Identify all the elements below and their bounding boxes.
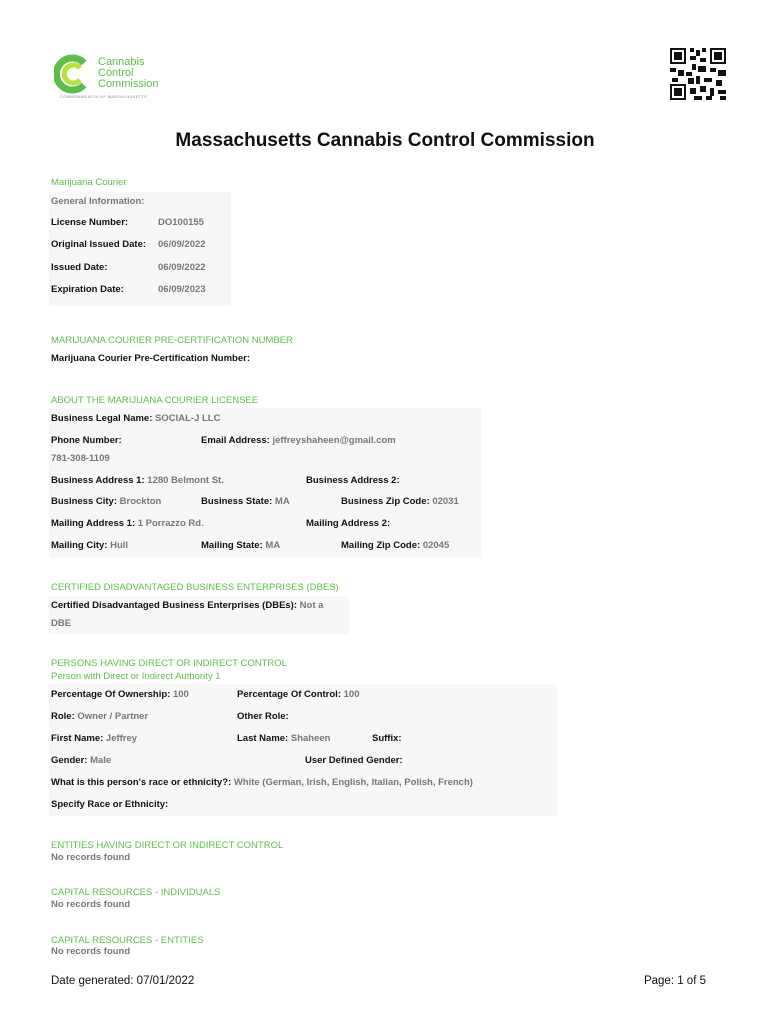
legal-name-label: Business Legal Name: xyxy=(51,413,153,424)
qr-code-icon xyxy=(670,48,726,100)
logo-line-2: Control xyxy=(98,67,134,79)
role-value: Owner / Partner xyxy=(77,711,149,722)
business-address-1-label: Business Address 1: xyxy=(51,475,145,486)
mailing-address-2-label: Mailing Address 2: xyxy=(306,518,391,529)
capital-individuals-heading: CAPITAL RESOURCES - INDIVIDUALS xyxy=(51,887,221,898)
dbe-heading: CERTIFIED DISADVANTAGED BUSINESS ENTERPRISES (DBES) xyxy=(51,582,339,593)
original-issued-date-label: Original Issued Date: xyxy=(51,239,147,250)
last-name-field xyxy=(237,733,330,744)
legal-name-field xyxy=(51,413,220,424)
dbe-label: Certified Disadvantaged Business Enterprises (DBEs): xyxy=(51,600,298,611)
logo-line-3: Commission xyxy=(98,78,159,90)
licensee-heading: ABOUT THE MARIJUANA COURIER LICENSEE xyxy=(51,395,259,406)
mailing-zip-label: Mailing Zip Code: xyxy=(341,540,421,551)
license-type: Marijuana Courier xyxy=(51,177,127,188)
mailing-state-value: MA xyxy=(265,540,281,551)
precert-label: Marijuana Courier Pre-Certification Number: xyxy=(51,353,251,364)
dbe-value-line-2: DBE xyxy=(51,618,72,629)
ownership-value: 100 xyxy=(172,689,189,700)
precert-heading: MARIJUANA COURIER PRE-CERTIFICATION NUMBER xyxy=(51,335,293,346)
mailing-city-value: Hull xyxy=(110,540,129,551)
business-zip-field xyxy=(341,496,459,507)
gender-label: Gender: xyxy=(51,755,88,766)
license-number-label: License Number: xyxy=(51,217,129,228)
business-city-value: Brockton xyxy=(119,496,162,507)
license-number-value: DO100155 xyxy=(158,217,204,228)
business-state-label: Business State: xyxy=(201,496,273,507)
role-field xyxy=(51,711,148,722)
date-generated: Date generated: 07/01/2022 xyxy=(51,975,195,987)
control-value: 100 xyxy=(343,689,360,700)
first-name-field xyxy=(51,733,137,744)
other-role-label: Other Role: xyxy=(237,711,289,722)
logo-tagline: COMMONWEALTH OF MASSACHUSETTS xyxy=(60,94,148,99)
first-name-label: First Name: xyxy=(51,733,104,744)
business-state-value: MA xyxy=(274,496,290,507)
business-zip-label: Business Zip Code: xyxy=(341,496,430,507)
email-field xyxy=(201,435,396,446)
expiration-date-value: 06/09/2023 xyxy=(158,284,206,295)
mailing-city-label: Mailing City: xyxy=(51,540,108,551)
role-label: Role: xyxy=(51,711,75,722)
issued-date-label: Issued Date: xyxy=(51,262,108,273)
ownership-field xyxy=(51,689,189,700)
mailing-zip-field xyxy=(341,540,449,551)
last-name-label: Last Name: xyxy=(237,733,289,744)
entities-heading: ENTITIES HAVING DIRECT OR INDIRECT CONTROL xyxy=(51,840,284,851)
business-address-1-value: 1280 Belmont St. xyxy=(147,475,224,486)
dbe-field xyxy=(51,600,323,611)
last-name-value: Shaheen xyxy=(290,733,331,744)
email-label: Email Address: xyxy=(201,435,270,446)
ownership-label: Percentage Of Ownership: xyxy=(51,689,171,700)
ccc-logo-mark xyxy=(54,54,98,94)
page-title: Massachusetts Cannabis Control Commission xyxy=(175,130,595,151)
phone-value: 781-308-1109 xyxy=(51,453,110,464)
business-city-label: Business City: xyxy=(51,496,117,507)
ccc-logo xyxy=(54,54,184,102)
race-value: White (German, Irish, English, Italian, Polish, French) xyxy=(233,777,473,788)
entities-empty-note: No records found xyxy=(51,852,131,863)
expiration-date-label: Expiration Date: xyxy=(51,284,124,295)
general-info-heading: General Information: xyxy=(51,196,145,207)
control-field xyxy=(237,689,360,700)
logo-line-1: Cannabis xyxy=(98,56,145,68)
page-number: Page: 1 of 5 xyxy=(643,975,706,987)
race-field xyxy=(51,777,473,788)
specify-race-label: Specify Race or Ethnicity: xyxy=(51,799,169,810)
mailing-address-1-field xyxy=(51,518,204,529)
issued-date-value: 06/09/2022 xyxy=(158,262,206,273)
mailing-zip-value: 02045 xyxy=(422,540,450,551)
business-address-2-label: Business Address 2: xyxy=(306,475,400,486)
mailing-address-1-value: 1 Porrazzo Rd. xyxy=(137,518,204,529)
dbe-value-line-1: Not a xyxy=(299,600,324,611)
capital-individuals-empty-note: No records found xyxy=(51,899,131,910)
user-defined-gender-label: User Defined Gender: xyxy=(305,755,403,766)
business-state-field xyxy=(201,496,290,507)
capital-entities-empty-note: No records found xyxy=(51,946,131,957)
persons-subheading: Person with Direct or Indirect Authority 1 xyxy=(51,671,221,682)
race-label: What is this person's race or ethnicity?: xyxy=(51,777,232,788)
capital-entities-heading: CAPITAL RESOURCES - ENTITIES xyxy=(51,935,204,946)
business-city-field xyxy=(51,496,161,507)
persons-heading: PERSONS HAVING DIRECT OR INDIRECT CONTROL xyxy=(51,658,287,669)
mailing-state-field xyxy=(201,540,280,551)
first-name-value: Jeffrey xyxy=(105,733,138,744)
suffix-label: Suffix: xyxy=(372,733,402,744)
gender-value: Male xyxy=(90,755,112,766)
legal-name-value: SOCIAL-J LLC xyxy=(155,413,221,424)
mailing-city-field xyxy=(51,540,128,551)
mailing-address-1-label: Mailing Address 1: xyxy=(51,518,136,529)
original-issued-date-value: 06/09/2022 xyxy=(158,239,206,250)
email-value: jeffreyshaheen@gmail.com xyxy=(272,435,396,446)
phone-label: Phone Number: xyxy=(51,435,122,446)
persons-panel xyxy=(49,684,557,816)
control-label: Percentage Of Control: xyxy=(237,689,341,700)
mailing-state-label: Mailing State: xyxy=(201,540,263,551)
business-zip-value: 02031 xyxy=(432,496,459,507)
business-address-1-field xyxy=(51,475,224,486)
gender-field xyxy=(51,755,111,766)
